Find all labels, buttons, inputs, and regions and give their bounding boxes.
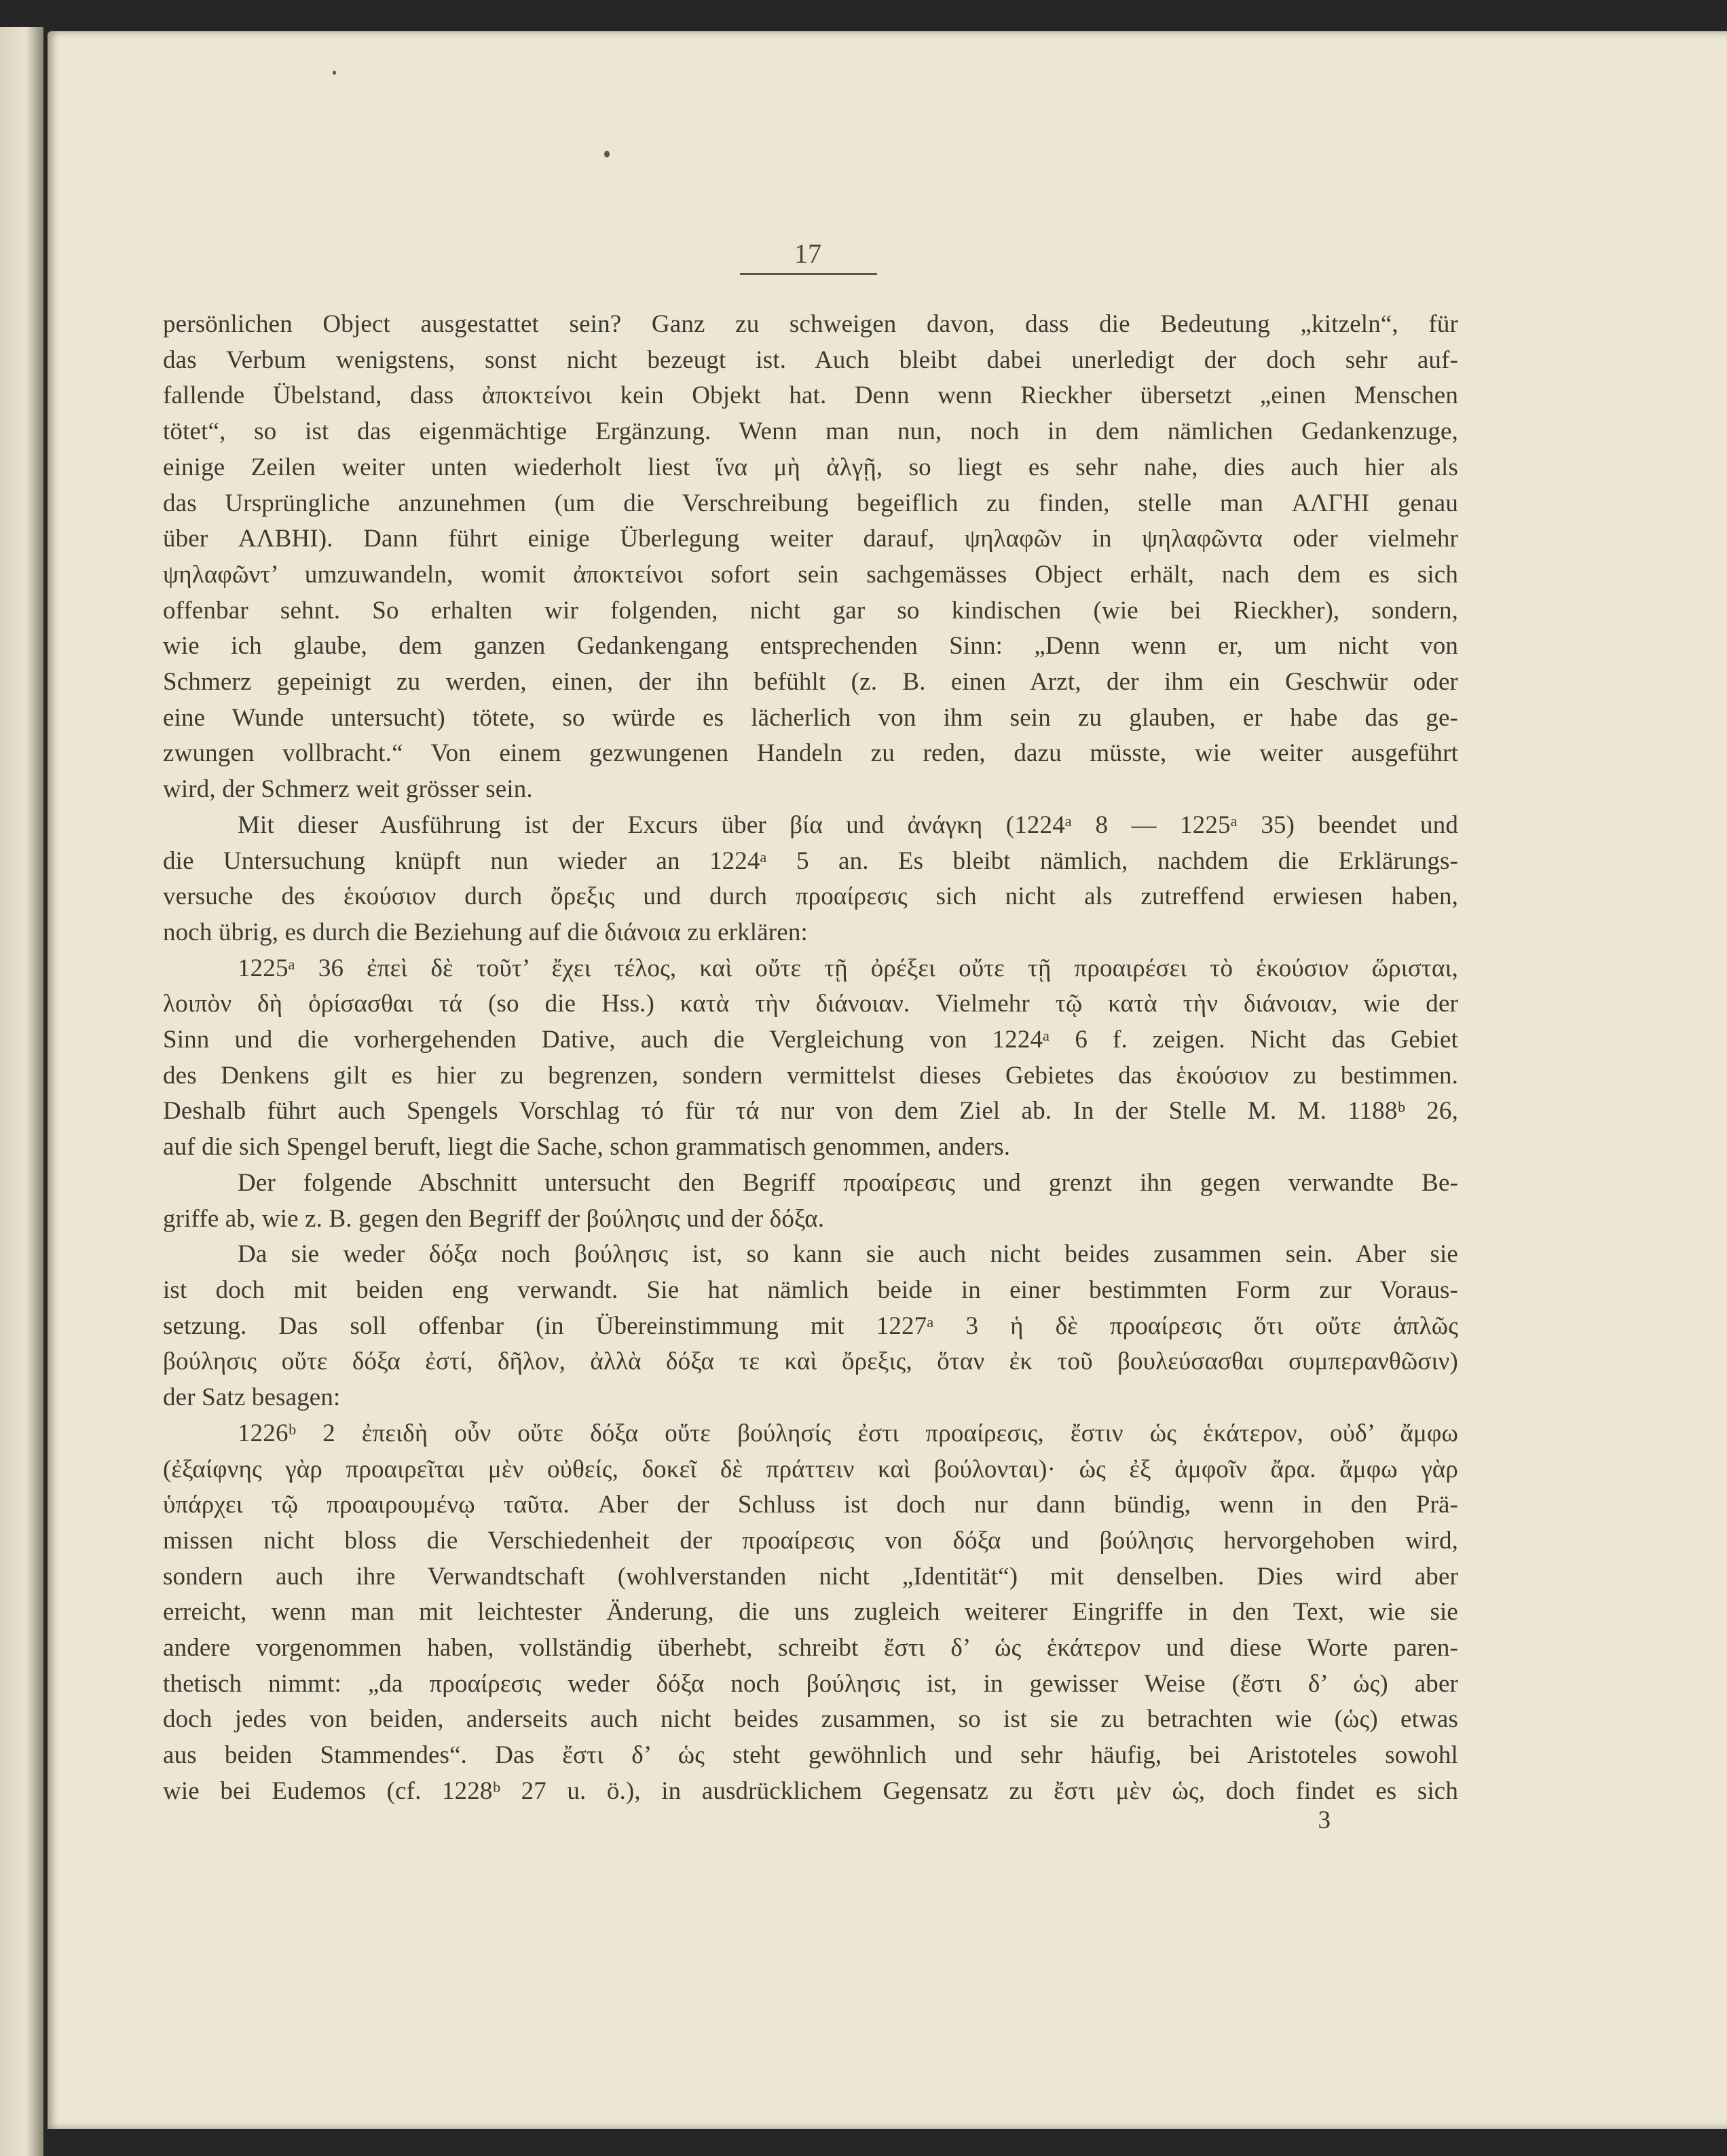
page-number: 17 (794, 238, 821, 269)
text-line: 1225ᵃ 36 ἐπεὶ δὲ τοῦτ’ ἔχει τέλος, καὶ οὔτε τῇ ὀρέξει οὔτε τῇ προαιρέσει τὸ ἑκούσιον ὥρισται, (238, 954, 1458, 982)
text-line: sondern auch ihre Verwandtschaft (wohlverstanden nicht „Identität“) mit denselben. Dies wird aber (163, 1562, 1458, 1591)
text-line: tötet“, so ist das eigenmächtige Ergänzung. Wenn man nun, noch in dem nämlichen Gedankenzuge, (163, 417, 1458, 446)
text-line: das Ursprüngliche anzunehmen (um die Verschreibung begeiflich zu finden, stelle man ΑΛΓΗΙ genau (163, 489, 1458, 517)
text-line: Deshalb führt auch Spengels Vorschlag τό für τά nur von dem Ziel ab. In der Stelle M. M. 1188ᵇ 26, (163, 1097, 1458, 1126)
text-line: λοιπὸν δὴ ὁρίσασθαι τά (so die Hss.) κατὰ τὴν διάνοιαν. Vielmehr τῷ κατὰ τὴν διάνοιαν, wie der (163, 990, 1458, 1018)
ink-speck (604, 151, 610, 157)
text-line: zwungen vollbracht.“ Von einem gezwungenen Handeln zu reden, dazu müsste, wie weiter ausgeführt (163, 739, 1458, 768)
text-line: Der folgende Abschnitt untersucht den Begriff προαίρεσις und grenzt ihn gegen verwandte Be- (238, 1168, 1458, 1197)
body-text (163, 307, 1458, 1810)
header-rule (740, 273, 877, 275)
text-line: ist doch mit beiden eng verwandt. Sie hat nämlich beide in einer bestimmten Form zur Voraus- (163, 1276, 1458, 1304)
text-line: (ἐξαίφνης γὰρ προαιρεῖται μὲν οὐθείς, δοκεῖ δὲ πράττειν καὶ βούλονται)· ὡς ἐξ ἀμφοῖν ἄρα. ἄμφω γὰρ (163, 1455, 1458, 1483)
signature-mark: 3 (1318, 1806, 1331, 1834)
text-line: versuche des ἑκούσιον durch ὄρεξις und durch προαίρεσις sich nicht als zutreffend erwiesen haben, (163, 882, 1458, 911)
text-line: des Denkens gilt es hier zu begrenzen, sondern vermittelst dieses Gebietes das ἑκούσιον zu bestimmen. (163, 1061, 1458, 1090)
text-line: βούλησις οὔτε δόξα ἐστί, δῆλον, ἀλλὰ δόξα τε καὶ ὄρεξις, ὅταν ἐκ τοῦ βουλεύσασθαι συμπερανθῶσιν) (163, 1348, 1458, 1376)
text-line: andere vorgenommen haben, vollständig überhebt, schreibt ἔστι δ’ ὡς ἑκάτερον und diese Worte paren- (163, 1634, 1458, 1662)
text-line: griffe ab, wie z. B. gegen den Begriff der βούλησις und der δόξα. (163, 1204, 825, 1233)
text-line: der Satz besagen: (163, 1383, 341, 1412)
text-line: Mit dieser Ausführung ist der Excurs über βία und ἀνάγκη (1224ᵃ 8 — 1225ᵃ 35) beendet und (238, 811, 1458, 839)
text-line: aus beiden Stammendes“. Das ἔστι δ’ ὡς steht gewöhnlich und sehr häufig, bei Aristoteles sowohl (163, 1741, 1458, 1770)
text-line: thetisch nimmt: „da προαίρεσις weder δόξα noch βούλησις ist, in gewisser Weise (ἔστι δ’ ὡς) aber (163, 1669, 1458, 1698)
text-line: wie bei Eudemos (cf. 1228ᵇ 27 u. ö.), in ausdrücklichem Gegensatz zu ἔστι μὲν ὡς, doch findet es sich (163, 1777, 1458, 1805)
text-line: Sinn und die vorhergehenden Dative, auch die Vergleichung von 1224ᵃ 6 f. zeigen. Nicht das Gebiet (163, 1026, 1458, 1054)
text-line: erreicht, wenn man mit leichtester Änderung, die uns zugleich weiterer Eingriffe in den Text, wie sie (163, 1598, 1458, 1627)
text-line: eine Wunde untersucht) tötete, so würde es lächerlich von ihm sein zu glauben, er habe das ge- (163, 703, 1458, 732)
text-line: offenbar sehnt. So erhalten wir folgenden, nicht gar so kindischen (wie bei Rieckher), sondern, (163, 596, 1458, 625)
text-line: wird, der Schmerz weit grösser sein. (163, 775, 533, 804)
text-line: einige Zeilen weiter unten wiederholt liest ἵνα μὴ ἀλγῇ, so liegt es sehr nahe, dies auch hier als (163, 453, 1458, 481)
text-line: setzung. Das soll offenbar (in Übereinstimmung mit 1227ᵃ 3 ἡ δὲ προαίρεσις ὅτι οὔτε ἁπλῶς (163, 1312, 1458, 1340)
text-line: über ΑΛΒΗΙ). Dann führt einige Überlegung weiter darauf, ψηλαφῶν in ψηλαφῶντα oder vielmehr (163, 525, 1458, 553)
text-line: ὑπάρχει τῷ προαιρουμένῳ ταῦτα. Aber der Schluss ist doch nur dann bündig, wenn in den Prä- (163, 1491, 1458, 1519)
text-line: 1226ᵇ 2 ἐπειδὴ οὖν οὔτε δόξα οὔτε βούλησίς ἐστι προαίρεσις, ἔστιν ὡς ἑκάτερον, οὐδ’ ἄμφω (238, 1419, 1458, 1447)
text-line: Da sie weder δόξα noch βούλησις ist, so kann sie auch nicht beides zusammen sein. Aber sie (238, 1240, 1458, 1269)
text-line: Schmerz gepeinigt zu werden, einen, der ihn befühlt (z. B. einen Arzt, der ihm ein Geschwür oder (163, 668, 1458, 696)
facing-page-edge (0, 27, 43, 2156)
text-line: das Verbum wenigstens, sonst nicht bezeugt ist. Auch bleibt dabei unerledigt der doch sehr auf- (163, 346, 1458, 374)
ink-speck (333, 71, 336, 75)
text-line: fallende Übelstand, dass ἀποκτείνοι kein Objekt hat. Denn wenn Rieckher übersetzt „einen Menschen (163, 382, 1458, 410)
text-line: die Untersuchung knüpft nun wieder an 1224ᵃ 5 an. Es bleibt nämlich, nachdem die Erklärungs- (163, 847, 1458, 875)
text-line: missen nicht bloss die Verschiedenheit der προαίρεσις von δόξα und βούλησις hervorgehoben wird, (163, 1526, 1458, 1555)
text-line: persönlichen Object ausgestattet sein? Ganz zu schweigen davon, dass die Bedeutung „kitzeln“, für (163, 310, 1458, 338)
text-line: doch jedes von beiden, anderseits auch nicht beides zusammen, so ist sie zu betrachten wie (ὡς) etwas (163, 1705, 1458, 1734)
text-line: wie ich glaube, dem ganzen Gedankengang entsprechenden Sinn: „Denn wenn er, um nicht von (163, 632, 1458, 661)
text-line: auf die sich Spengel beruft, liegt die Sache, schon grammatisch genommen, anders. (163, 1133, 1011, 1161)
text-line: noch übrig, es durch die Beziehung auf die διάνοια zu erklären: (163, 918, 808, 946)
text-line: ψηλαφῶντ’ umzuwandeln, womit ἀποκτείνοι sofort sein sachgemässes Object erhält, nach dem es sich (163, 560, 1458, 589)
